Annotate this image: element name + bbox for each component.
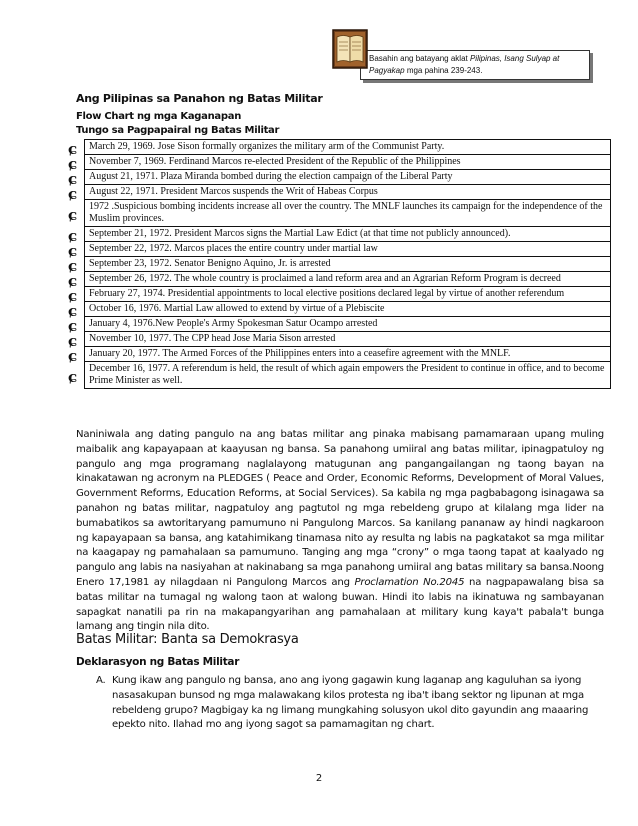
note-prefix: Basahin ang batayang aklat xyxy=(369,54,470,63)
event-cell: 1972 .Suspicious bombing incidents increase all over the country. The MNLF launches its campaign for the independence of the Muslim provinces. xyxy=(85,200,611,227)
event-cell: January 4, 1976.New People's Army Spokesman Satur Ocampo arrested xyxy=(85,317,611,332)
events-table xyxy=(84,139,611,389)
event-row xyxy=(85,155,611,170)
flow-arrow-icon: ɕ xyxy=(68,227,78,245)
event-row xyxy=(85,242,611,257)
event-cell: October 16, 1976. Martial Law allowed to extend by virtue of a Plebiscite xyxy=(85,302,611,317)
paragraph-text-2: na nagpapawalang bisa sa batas militar na tumagal ng walong taon at walong buwan. Hindi ito labis na ikinatuwa ng sambayanan sapagkat nanatili pa rin na makapangyarihan ang pamahalaan at military kung kaya't pabala't bunga lamang ang tingin nila dito. xyxy=(76,576,604,633)
event-row xyxy=(85,200,611,227)
event-row xyxy=(85,257,611,272)
flow-arrow-icon: ɕ xyxy=(68,257,78,275)
event-cell: December 16, 1977. A referendum is held, the result of which again empowers the President to continue in office, and to become Prime Minister as well. xyxy=(85,362,611,389)
paragraph-text-1: Naniniwala ang dating pangulo na ang batas militar ang pinaka mabisang pamamaraan upang muling maibalik ang kapayapaan at kaayusan ng bansa. Sa panahong umiiral ang batas militar, ipinagpatuloy ng pangulo ang mga programang naglalayong matugunan ang pangangailangan ng taong bayan na kinakatawan ng acronym na PLEDGES ( Peace and Order, Economic Reforms, Development of Moral Values, Government Reforms, Education Reforms, at Social Services). Sa kabila ng mga pagbabagong isinagawa sa panahon ng batas militar, nagpatuloy ang pagtutol ng mga rebeldeng grupo at kilalang mga lider na bumabatikos sa awtoritaryang pamumuno ni Pangulong Marcos. Sa kanilang pananaw ay hindi nagkaroon ng kapayapaan sa bansa, ang katahimikang tinamasa nito ay resulta ng labis na pagkatakot sa mga militar na kaagapay ng pamahalaan sa pamumuno. Tanging ang mga “crony” o mga taong tapat at kaalyado ng pangulo ang labis na nasiyahan at nakinabang sa mga panahong umiiral ang batas military sa bansa.Noong Enero 17,1981 ay nilagdaan ni Pangulong Marcos ang xyxy=(76,429,604,588)
event-cell: November 7, 1969. Ferdinand Marcos re-elected President of the Republic of the Philippines xyxy=(85,155,611,170)
note-book-title: Pilipinas, Isang Sulyap at Pagyakap xyxy=(369,54,560,75)
page-number: 2 xyxy=(315,773,323,784)
flow-arrow-icon: ɕ xyxy=(68,206,78,224)
event-row xyxy=(85,332,611,347)
event-cell: September 23, 1972. Senator Benigno Aquino, Jr. is arrested xyxy=(85,257,611,272)
reading-note-box xyxy=(360,50,590,80)
flow-arrow-icon: ɕ xyxy=(68,170,78,188)
event-cell: September 26, 1972. The whole country is proclaimed a land reform area and an Agrarian Reform Program is decreed xyxy=(85,272,611,287)
proclamation-reference: Proclamation No.2045 xyxy=(354,576,465,588)
event-cell: August 21, 1971. Plaza Miranda bombed during the election campaign of the Liberal Party xyxy=(85,170,611,185)
event-cell: September 21, 1972. President Marcos signs the Martial Law Edict (at that time not publicly announced). xyxy=(85,227,611,242)
flow-arrow-icon: ɕ xyxy=(68,242,78,260)
event-cell: November 10, 1977. The CPP head Jose Maria Sison arrested xyxy=(85,332,611,347)
event-row xyxy=(85,170,611,185)
section-heading: Batas Militar: Banta sa Demokrasya xyxy=(76,632,299,647)
event-row xyxy=(85,185,611,200)
flow-arrow-icon: ɕ xyxy=(68,317,78,335)
event-cell: March 29, 1969. Jose Sison formally organizes the military arm of the Communist Party. xyxy=(85,140,611,155)
sub-heading: Deklarasyon ng Batas Militar xyxy=(76,656,240,668)
event-row xyxy=(85,362,611,389)
event-cell: September 22, 1972. Marcos places the entire country under martial law xyxy=(85,242,611,257)
page-title: Ang Pilipinas sa Panahon ng Batas Militar xyxy=(76,92,323,105)
flow-arrow-icon: ɕ xyxy=(68,302,78,320)
event-row xyxy=(85,272,611,287)
event-row xyxy=(85,347,611,362)
event-row xyxy=(85,317,611,332)
flow-arrow-icon: ɕ xyxy=(68,272,78,290)
flow-arrow-icon: ɕ xyxy=(68,287,78,305)
flow-heading-line2: Tungo sa Pagpapairal ng Batas Militar xyxy=(76,125,280,136)
question-item-a xyxy=(96,674,600,733)
reading-note xyxy=(330,28,598,84)
event-cell: August 22, 1971. President Marcos suspends the Writ of Habeas Corpus xyxy=(85,185,611,200)
item-text: Kung ikaw ang pangulo ng bansa, ano ang iyong gagawin kung laganap ang kaguluhan sa iyong nasasakupan bunsod ng mga malawakang kilos protesta ng iba't ibang sektor ng lipunan at mga rebeldeng grupo? Magbigay ka ng limang mungkahing solusyon ukol dito gayundin ang maaaring epekto nito. Ilahad mo ang iyong sagot sa pamamagitan ng chart. xyxy=(112,675,589,731)
flow-arrow-icon: ɕ xyxy=(68,140,78,158)
event-row xyxy=(85,140,611,155)
flow-arrow-icon: ɕ xyxy=(68,185,78,203)
item-marker: A. xyxy=(96,675,106,686)
flow-heading-line1: Flow Chart ng mga Kaganapan xyxy=(76,111,242,122)
flow-arrow-icon: ɕ xyxy=(68,155,78,173)
event-row xyxy=(85,227,611,242)
event-cell: January 20, 1977. The Armed Forces of the Philippines enters into a ceasefire agreement with the MNLF. xyxy=(85,347,611,362)
body-paragraph xyxy=(76,428,604,635)
flow-arrow-icon: ɕ xyxy=(68,347,78,365)
event-row xyxy=(85,302,611,317)
open-book-icon xyxy=(330,28,370,70)
event-row xyxy=(85,287,611,302)
flow-arrow-icon: ɕ xyxy=(68,332,78,350)
event-cell: February 27, 1974. Presidential appointments to local elective positions declared legal by virtue of another referendum xyxy=(85,287,611,302)
note-suffix: mga pahina 239-243. xyxy=(404,66,483,75)
flow-arrow-icon: ɕ xyxy=(68,368,78,386)
